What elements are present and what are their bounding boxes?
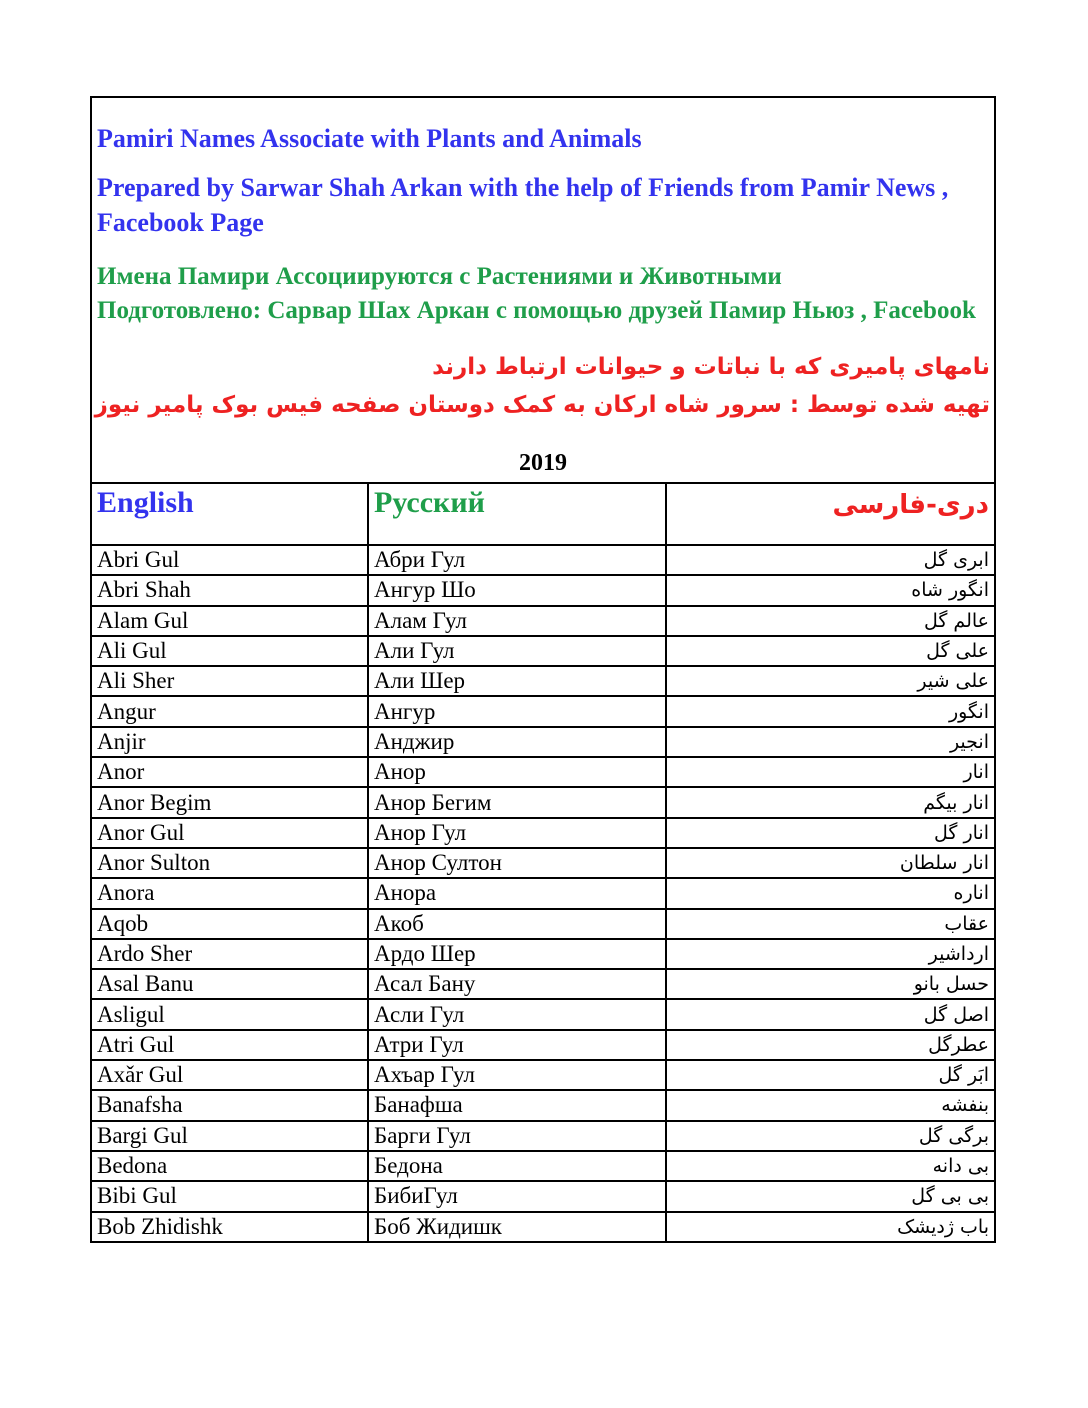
- cell-english: Aqob: [92, 909, 368, 939]
- cell-english: Bibi Gul: [92, 1181, 368, 1211]
- cell-russian: Бедона: [368, 1151, 666, 1181]
- cell-russian: Банафша: [368, 1090, 666, 1120]
- cell-english: Banafsha: [92, 1090, 368, 1120]
- cell-russian: Анор Султон: [368, 848, 666, 878]
- cell-english: Anor: [92, 757, 368, 787]
- cell-russian: Ангур Шо: [368, 575, 666, 605]
- table-row: [92, 1060, 994, 1090]
- table-row: [92, 666, 994, 696]
- cell-english: Ali Sher: [92, 666, 368, 696]
- cell-dari: ابری گل: [666, 545, 994, 575]
- names-table: [92, 484, 994, 1241]
- table-row: [92, 818, 994, 848]
- cell-russian: Барги Гул: [368, 1121, 666, 1151]
- cell-english: Anor Sulton: [92, 848, 368, 878]
- cell-dari: باب ژدیشک: [666, 1212, 994, 1241]
- table-row: [92, 939, 994, 969]
- table-row: [92, 1181, 994, 1211]
- cell-russian: Анджир: [368, 727, 666, 757]
- cell-english: Anor Gul: [92, 818, 368, 848]
- cell-dari: بی بی گل: [666, 1181, 994, 1211]
- table-row: [92, 636, 994, 666]
- cell-dari: حسل بانو: [666, 969, 994, 999]
- cell-dari: برگی گل: [666, 1121, 994, 1151]
- cell-russian: Ангур: [368, 696, 666, 726]
- cell-english: Anora: [92, 878, 368, 908]
- table-row: [92, 1090, 994, 1120]
- cell-dari: اصل گل: [666, 999, 994, 1029]
- title-russian: Имена Памири Ассоциируются с Растениями и Животными: [97, 263, 782, 290]
- table-row: [92, 727, 994, 757]
- cell-russian: Асли Гул: [368, 999, 666, 1029]
- table-row: [92, 545, 994, 575]
- prepared-by-english: Prepared by Sarwar Shah Arkan with the help of Friends from Pamir News , Facebook Page: [97, 173, 949, 237]
- column-header-russian: Русский: [368, 484, 666, 545]
- cell-english: Abri Shah: [92, 575, 368, 605]
- header-section: [92, 98, 994, 484]
- cell-english: Asal Banu: [92, 969, 368, 999]
- cell-russian: Боб Жидишк: [368, 1212, 666, 1241]
- cell-english: Bedona: [92, 1151, 368, 1181]
- table-row: [92, 848, 994, 878]
- cell-russian: Анор: [368, 757, 666, 787]
- cell-english: Axǎr Gul: [92, 1060, 368, 1090]
- cell-russian: Атри Гул: [368, 1030, 666, 1060]
- title-dari: نامهای پامیری که با نباتات و حیوانات ارتباط دارند: [432, 354, 990, 380]
- cell-russian: Ардо Шер: [368, 939, 666, 969]
- cell-english: Asligul: [92, 999, 368, 1029]
- cell-dari: علی گل: [666, 636, 994, 666]
- cell-dari: انار: [666, 757, 994, 787]
- table-row: [92, 575, 994, 605]
- cell-dari: بی دانه: [666, 1151, 994, 1181]
- table-row: [92, 999, 994, 1029]
- title-english: Pamiri Names Associate with Plants and Animals: [97, 124, 642, 153]
- table-row: [92, 1030, 994, 1060]
- cell-dari: انار گل: [666, 818, 994, 848]
- cell-russian: БибиГул: [368, 1181, 666, 1211]
- cell-dari: اناره: [666, 878, 994, 908]
- table-row: [92, 969, 994, 999]
- table-row: [92, 787, 994, 817]
- cell-russian: Ахъар Гул: [368, 1060, 666, 1090]
- cell-dari: عطرگل: [666, 1030, 994, 1060]
- column-header-english: English: [92, 484, 368, 545]
- cell-russian: Али Гул: [368, 636, 666, 666]
- cell-dari: ارداشیر: [666, 939, 994, 969]
- cell-dari: بنفشه: [666, 1090, 994, 1120]
- table-row: [92, 696, 994, 726]
- table-header-row: [92, 484, 994, 545]
- cell-english: Angur: [92, 696, 368, 726]
- cell-dari: انار سلطان: [666, 848, 994, 878]
- table-row: [92, 1212, 994, 1241]
- prepared-by-dari: تهیه شده توسط : سرور شاه ارکان به کمک دوستان صفحه فیس بوک پامیر نیوز: [94, 392, 990, 418]
- prepared-by-russian: Подготовлено: Сарвар Шах Аркан с помощью друзей Памир Ньюз , Facebook: [97, 297, 976, 324]
- cell-russian: Асал Бану: [368, 969, 666, 999]
- column-header-dari: دری-فارسی: [666, 484, 994, 545]
- cell-dari: انگور شاه: [666, 575, 994, 605]
- cell-dari: علی شیر: [666, 666, 994, 696]
- cell-english: Abri Gul: [92, 545, 368, 575]
- table-row: [92, 606, 994, 636]
- cell-english: Atri Gul: [92, 1030, 368, 1060]
- cell-dari: انجیر: [666, 727, 994, 757]
- cell-dari: عقاب: [666, 909, 994, 939]
- cell-dari: ابَر گل: [666, 1060, 994, 1090]
- cell-dari: عالم گل: [666, 606, 994, 636]
- cell-english: Ali Gul: [92, 636, 368, 666]
- table-row: [92, 909, 994, 939]
- cell-russian: Анор Бегим: [368, 787, 666, 817]
- cell-russian: Али Шер: [368, 666, 666, 696]
- cell-russian: Акоб: [368, 909, 666, 939]
- cell-russian: Анор Гул: [368, 818, 666, 848]
- cell-english: Anor Begim: [92, 787, 368, 817]
- year-label: 2019: [519, 450, 567, 476]
- table-row: [92, 1121, 994, 1151]
- document-frame: [90, 96, 996, 1243]
- cell-english: Anjir: [92, 727, 368, 757]
- table-row: [92, 1151, 994, 1181]
- table-row: [92, 878, 994, 908]
- table-row: [92, 757, 994, 787]
- cell-english: Alam Gul: [92, 606, 368, 636]
- cell-russian: Алам Гул: [368, 606, 666, 636]
- cell-dari: انار بیگم: [666, 787, 994, 817]
- cell-russian: Абри Гул: [368, 545, 666, 575]
- cell-dari: انگور: [666, 696, 994, 726]
- cell-english: Ardo Sher: [92, 939, 368, 969]
- cell-russian: Анора: [368, 878, 666, 908]
- cell-english: Bargi Gul: [92, 1121, 368, 1151]
- cell-english: Bob Zhidishk: [92, 1212, 368, 1241]
